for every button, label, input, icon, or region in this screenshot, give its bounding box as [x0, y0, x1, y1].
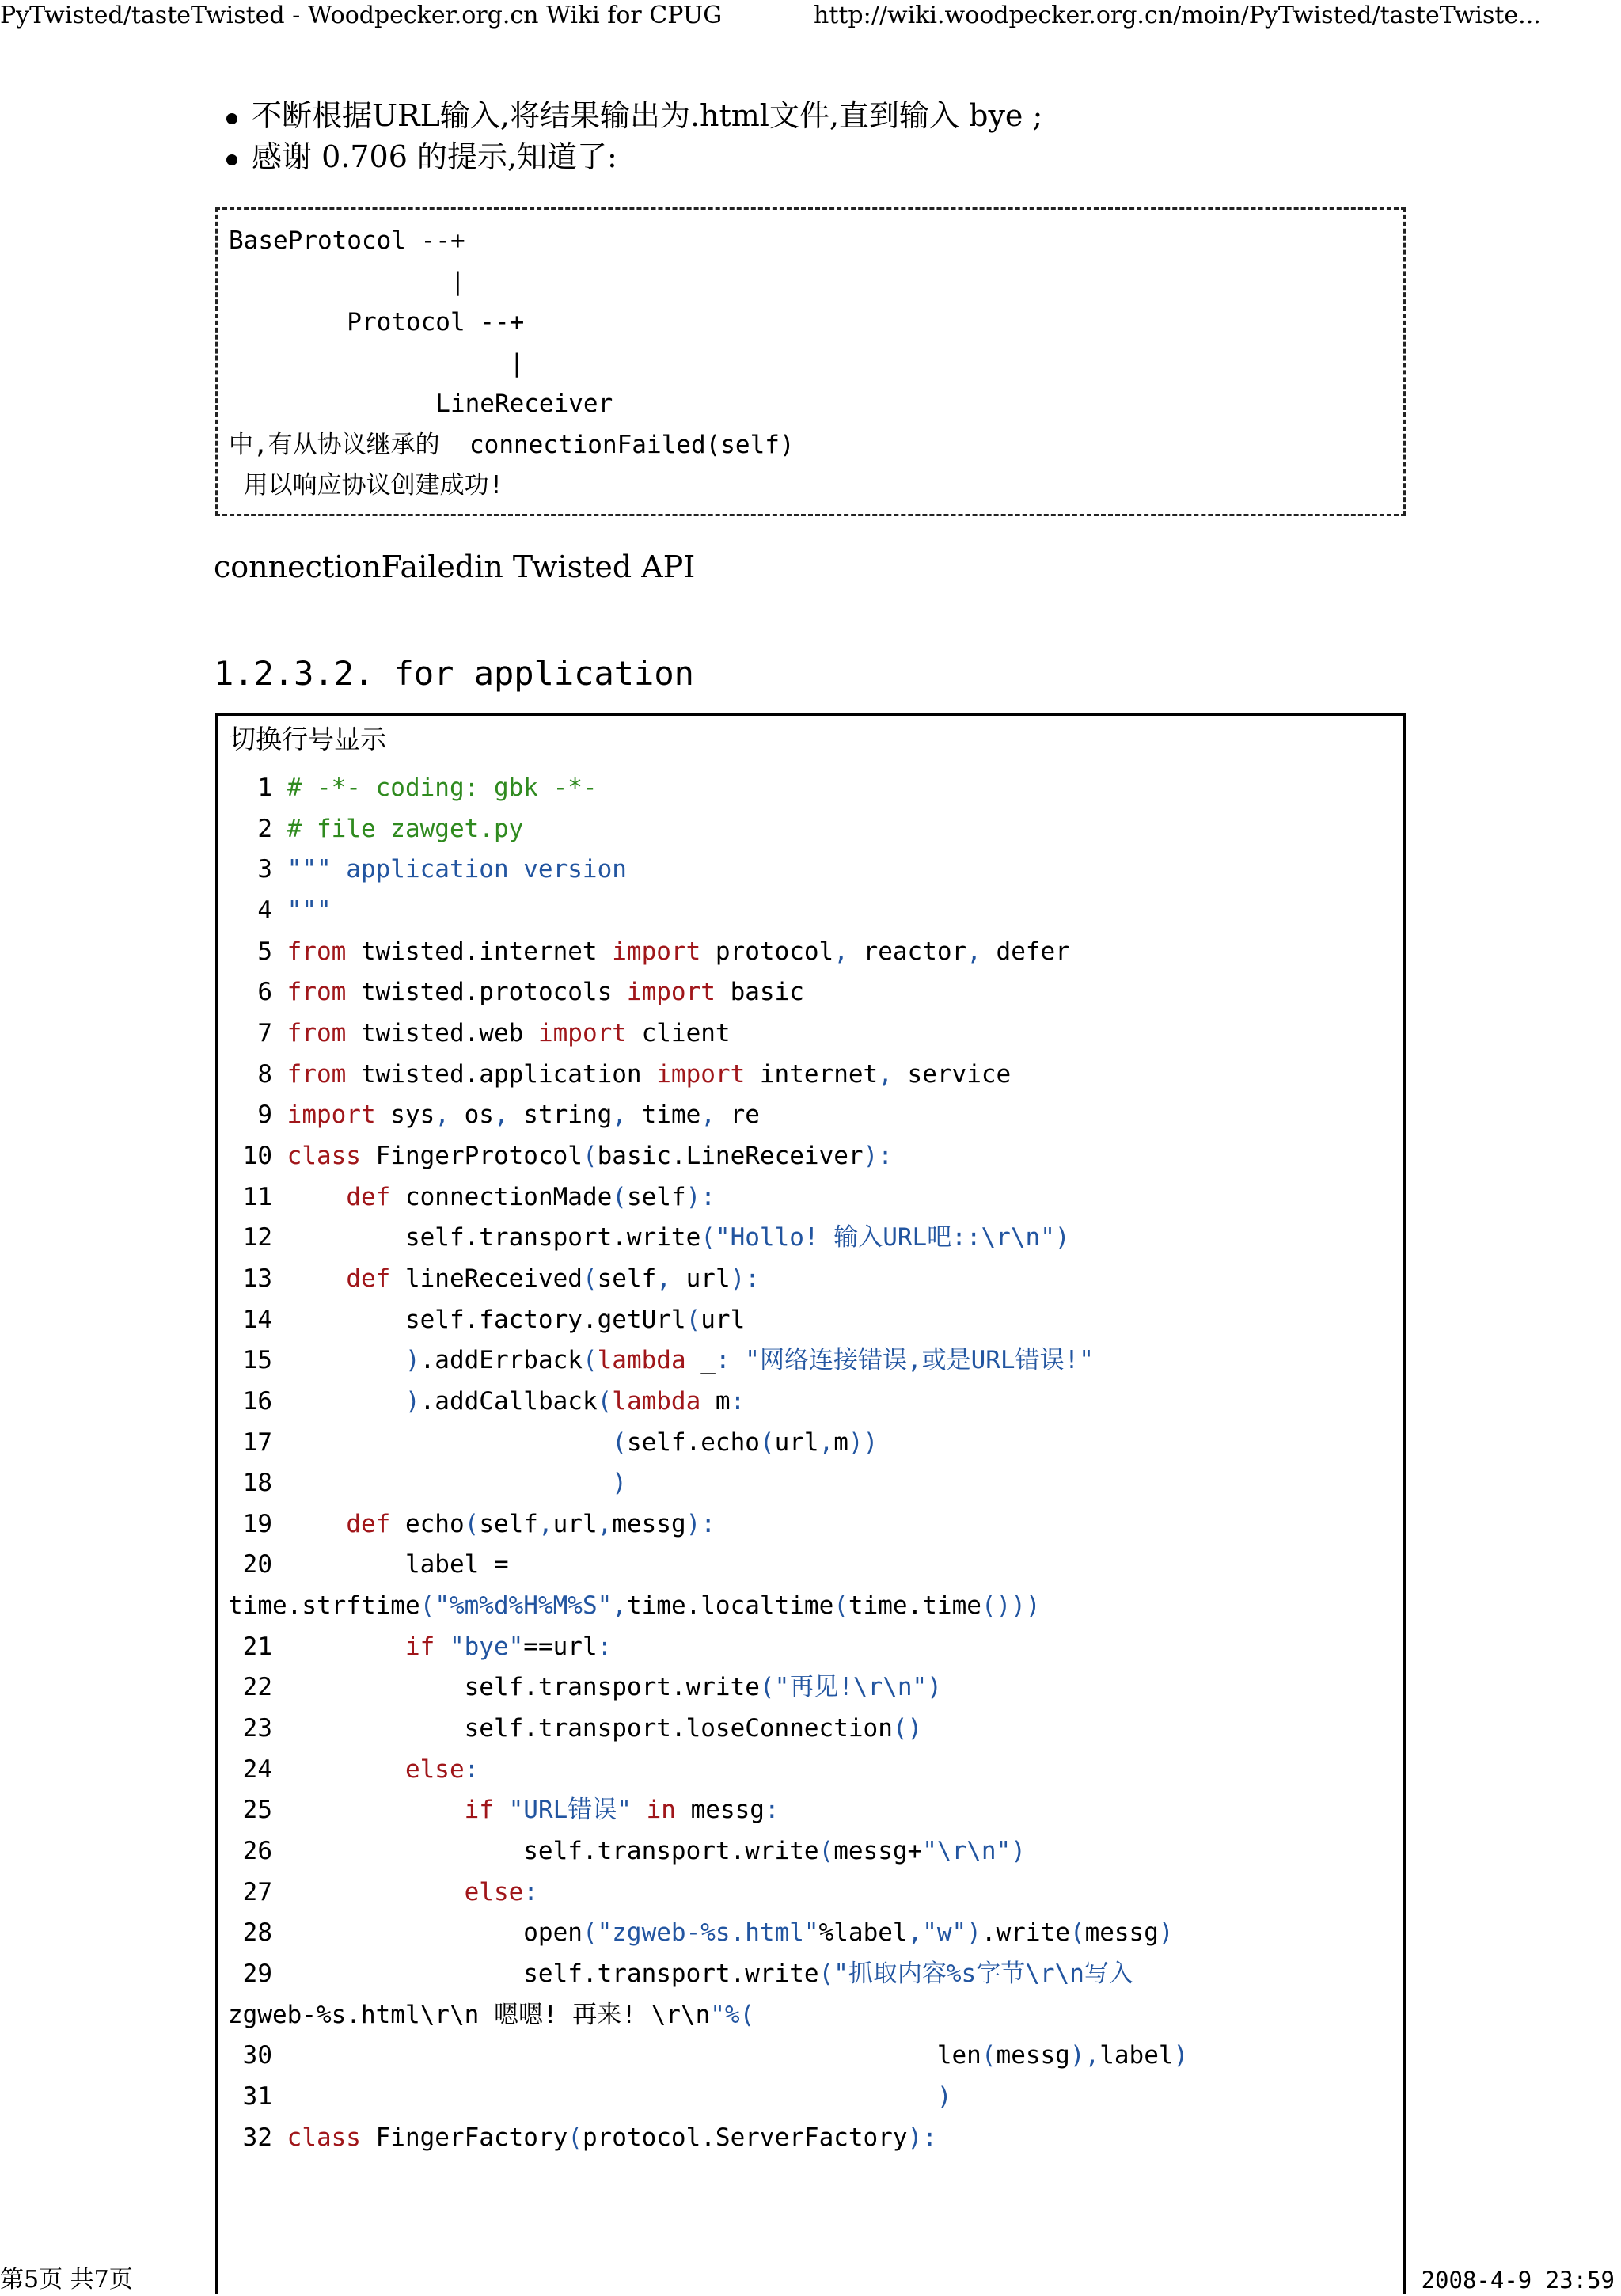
diagram-line: BaseProtocol --+: [229, 226, 465, 255]
code-line: 11 def connectionMade(self):: [228, 1182, 716, 1211]
code-line: 32 class FingerFactory(protocol.ServerFactory):: [228, 2123, 937, 2152]
code-line: 30 len(messg),label): [228, 2041, 1189, 2070]
code-line: 18 ): [228, 1469, 627, 1498]
code-line: 1 # -*- coding: gbk -*-: [228, 774, 598, 802]
diagram-line: 中,有从协议继承的 connectionFailed(self): [229, 430, 795, 459]
code-line: 12 self.transport.write("Hollo! 输入URL吧::\r\n"): [228, 1223, 1070, 1253]
code-line: 16 ).addCallback(lambda m:: [228, 1386, 746, 1416]
section-title-text: for application: [393, 654, 694, 693]
code-line: 19 def echo(self,url,messg):: [228, 1509, 716, 1538]
section-number: 1.2.3.2.: [214, 654, 374, 693]
toggle-line-numbers-link[interactable]: 切换行号显示: [230, 724, 386, 755]
code-line: 6 from twisted.protocols import basic: [228, 978, 804, 1007]
code-line: 14 self.factory.getUrl(url: [228, 1305, 746, 1334]
code-listing: [228, 768, 1188, 2158]
code-line: 23 self.transport.loseConnection(): [228, 1714, 923, 1743]
section-heading: [214, 651, 694, 697]
page-footer-page-number: 第5页 共7页: [0, 2266, 133, 2294]
code-line: 8 from twisted.application import internet, service: [228, 1059, 1012, 1089]
code-line: 9 import sys, os, string, time, re: [228, 1100, 760, 1130]
code-line: 13 def lineReceived(self, url):: [228, 1264, 760, 1293]
api-reference-text: connectionFailedin Twisted API: [214, 549, 696, 584]
code-line: 27 else:: [228, 1877, 538, 1906]
code-line: 7 from twisted.web import client: [228, 1018, 731, 1047]
code-block: [215, 713, 1406, 2294]
code-line: 21 if "bye"==url:: [228, 1632, 613, 1661]
diagram-line: 用以响应协议创建成功!: [229, 471, 504, 500]
diagram-line: |: [229, 348, 525, 378]
inheritance-diagram-text: [218, 210, 1403, 507]
code-line: 22 self.transport.write("再见!\r\n"): [228, 1673, 942, 1702]
code-line: 4 """: [228, 895, 332, 925]
code-line: 25 if "URL错误" in messg:: [228, 1796, 780, 1825]
diagram-line: LineReceiver: [229, 390, 613, 418]
code-line: 26 self.transport.write(messg+"\r\n"): [228, 1837, 1026, 1866]
page-header-title: PyTwisted/tasteTwisted - Woodpecker.org.cn Wiki for CPUG: [0, 2, 723, 29]
code-line: 5 from twisted.internet import protocol, reactor, defer: [228, 937, 1070, 966]
bullet-item: 不断根据URL输入,将结果输出为.html文件,直到输入 bye ;: [252, 95, 1042, 136]
code-line: zgweb-%s.html\r\n 嗯嗯! 再来! \r\n"%(: [228, 2000, 755, 2029]
code-line: 28 open("zgweb-%s.html"%label,"w").write(messg): [228, 1918, 1174, 1948]
code-line: 2 # file zawget.py: [228, 814, 524, 843]
diagram-line: Protocol --+: [229, 308, 525, 336]
code-line: 10 class FingerProtocol(basic.LineReceiver):: [228, 1141, 893, 1170]
bullet-list: [252, 95, 1042, 177]
bullet-item: 感谢 0.706 的提示,知道了:: [252, 136, 1042, 177]
page-header-url[interactable]: http://wiki.woodpecker.org.cn/moin/PyTwisted/tasteTwiste...: [814, 2, 1541, 29]
inheritance-diagram-box: [215, 207, 1406, 516]
code-line: 17 (self.echo(url,m)): [228, 1427, 879, 1457]
code-line: 31 ): [228, 2082, 952, 2111]
diagram-line: |: [229, 267, 465, 296]
code-line: 3 """ application version: [228, 855, 627, 884]
code-line: 29 self.transport.write("抓取内容%s字节\r\n写入: [228, 1960, 1133, 1989]
code-line: time.strftime("%m%d%H%M%S",time.localtime(time.time())): [228, 1591, 1041, 1621]
code-line: 15 ).addErrback(lambda _: "网络连接错误,或是URL错误!": [228, 1346, 1094, 1375]
code-line: 24 else:: [228, 1754, 480, 1784]
page-footer-datetime: 2008-4-9 23:59: [1421, 2267, 1615, 2294]
code-line: 20 label =: [228, 1550, 509, 1579]
